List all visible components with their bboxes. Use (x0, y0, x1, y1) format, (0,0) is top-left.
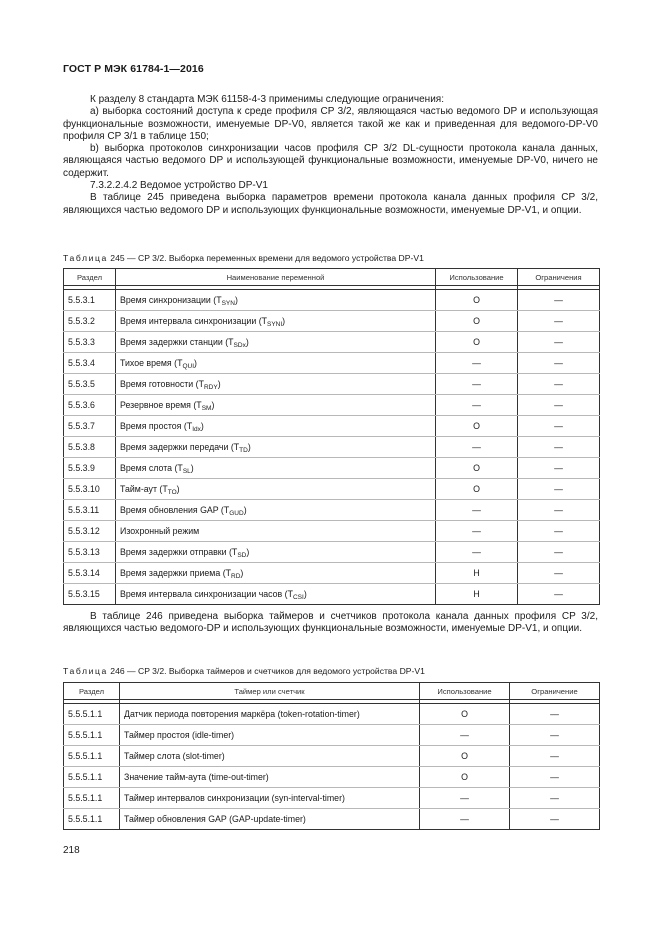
table-row (64, 290, 600, 311)
name-text: Время задержки отправки (T (120, 547, 238, 557)
section-number: 7.3.2.2.4.2 (90, 180, 138, 192)
name-text: Значение тайм-аута (time-out-timer) (124, 772, 269, 782)
name-text: Время интервала синхронизации (T (120, 316, 267, 326)
table-row (64, 725, 600, 746)
name-subscript: SYN (221, 300, 235, 307)
limit-cell: — (510, 809, 600, 830)
paragraph: В таблице 245 приведена выборка параметров времени протокола канала данных профиля CP 3/2, являющихся частью ведомого DP и использующих функциональные возможности, именуемые DP-V1, и опции. (63, 192, 598, 216)
name-subscript: GUD (229, 510, 244, 517)
usage-cell: — (436, 542, 518, 563)
table-row (64, 395, 600, 416)
limit-cell: — (518, 290, 600, 311)
table-246-caption (63, 666, 425, 676)
section-cell: 5.5.3.10 (64, 479, 116, 500)
name-close: ) (190, 463, 194, 473)
mid-text (63, 611, 598, 636)
name-subscript: SYNI (267, 321, 283, 328)
usage-cell: O (420, 767, 510, 788)
name-close: ) (194, 358, 197, 368)
usage-cell: O (436, 479, 518, 500)
name-close: ) (176, 484, 180, 494)
table-row (64, 437, 600, 458)
section-cell: 5.5.3.7 (64, 416, 116, 437)
name-cell (116, 374, 436, 395)
section-cell: 5.5.3.14 (64, 563, 116, 584)
name-cell (120, 725, 420, 746)
usage-cell: O (436, 332, 518, 353)
section-cell: 5.5.3.2 (64, 311, 116, 332)
paragraph: а) выборка состояний доступа к среде профиля CP 3/2, являющаяся частью ведомого DP и использующая функциональные возможности, именуемые DP-V0, является такой же как и приведенная для ведомого-DP-V0 профиля CP 3/1 в таблице 150; (63, 106, 598, 142)
limit-cell: — (518, 584, 600, 605)
name-text: Время синхронизации (T (120, 295, 222, 305)
limit-cell: — (510, 725, 600, 746)
name-close: ) (282, 316, 286, 326)
name-cell (120, 704, 420, 725)
name-text: Время задержки приема (T (120, 568, 231, 578)
section-cell: 5.5.5.1.1 (64, 809, 120, 830)
table-header-row (64, 269, 600, 286)
table-245 (63, 268, 600, 605)
limit-cell: — (518, 479, 600, 500)
limit-cell: — (518, 563, 600, 584)
name-subscript: SM (201, 405, 212, 412)
section-cell: 5.5.3.5 (64, 374, 116, 395)
name-close: ) (245, 337, 249, 347)
usage-cell: — (436, 437, 518, 458)
usage-cell: — (420, 788, 510, 809)
name-text: Датчик периода повторения маркёра (token-rotation-timer) (124, 709, 360, 719)
name-text: Время обновления GAP (T (120, 505, 230, 515)
limit-cell: — (518, 374, 600, 395)
name-cell (116, 332, 436, 353)
table-row (64, 311, 600, 332)
table-246 (63, 682, 600, 830)
section-cell: 5.5.5.1.1 (64, 767, 120, 788)
column-header: Таймер или счетчик (120, 683, 420, 700)
section-cell: 5.5.3.4 (64, 353, 116, 374)
limit-cell: — (518, 332, 600, 353)
paragraph: b) выборка протоколов синхронизации часов профиля CP 3/2 DL-сущности протокола канала данных, являющаяся частью ведомого DP и использующей функциональные возможности, именуемые DP-V0, ничего не содержит. (63, 143, 598, 179)
table-header-row (64, 683, 600, 700)
name-text: Время готовности (T (120, 379, 204, 389)
limit-cell: — (518, 500, 600, 521)
column-header: Ограничение (510, 683, 600, 700)
name-subscript: RDY (203, 384, 218, 391)
name-subscript: SDx (233, 342, 246, 349)
name-cell (116, 437, 436, 458)
limit-cell: — (518, 353, 600, 374)
usage-cell: O (436, 416, 518, 437)
table-row (64, 479, 600, 500)
name-text: Время задержки станции (T (120, 337, 234, 347)
table-row (64, 563, 600, 584)
name-close: ) (247, 442, 251, 452)
section-cell: 5.5.3.12 (64, 521, 116, 542)
name-text: Время задержки передачи (T (120, 442, 240, 452)
page-number: 218 (63, 845, 80, 856)
name-close: ) (303, 589, 307, 599)
name-close: ) (200, 421, 204, 431)
section-cell: 5.5.3.3 (64, 332, 116, 353)
name-cell (116, 290, 436, 311)
section-title: Ведомое устройство DP-V1 (140, 180, 268, 192)
name-cell (116, 584, 436, 605)
name-subscript: SL (182, 468, 191, 475)
limit-cell: — (518, 416, 600, 437)
table-row (64, 458, 600, 479)
usage-cell: O (436, 290, 518, 311)
caption-text: 245 — CP 3/2. Выборка переменных времени для ведомого устройства DP-V1 (107, 253, 424, 263)
section-cell: 5.5.3.1 (64, 290, 116, 311)
column-header: Наименование переменной (116, 269, 436, 286)
intro-text (63, 94, 598, 217)
column-header: Использование (436, 269, 518, 286)
limit-cell: — (518, 521, 600, 542)
usage-cell: — (436, 500, 518, 521)
name-subscript: RD (231, 573, 241, 580)
table-row (64, 332, 600, 353)
name-text: Таймер обновления GAP (GAP-update-timer) (124, 814, 306, 824)
usage-cell: — (436, 353, 518, 374)
limit-cell: — (518, 542, 600, 563)
usage-cell: O (436, 311, 518, 332)
limit-cell: — (518, 395, 600, 416)
limit-cell: — (518, 437, 600, 458)
table-row (64, 500, 600, 521)
usage-cell: — (436, 395, 518, 416)
caption-label: Таблица (63, 666, 108, 676)
table-245-caption (63, 253, 424, 263)
name-text: Тайм-аут (T (120, 484, 168, 494)
limit-cell: — (510, 746, 600, 767)
name-cell (116, 479, 436, 500)
section-cell: 5.5.5.1.1 (64, 704, 120, 725)
table-row (64, 542, 600, 563)
table-row (64, 704, 600, 725)
name-close: ) (240, 568, 244, 578)
table-row (64, 767, 600, 788)
limit-cell: — (510, 788, 600, 809)
name-cell (120, 767, 420, 788)
table-row (64, 353, 600, 374)
table-row (64, 788, 600, 809)
section-cell: 5.5.5.1.1 (64, 788, 120, 809)
name-cell (116, 563, 436, 584)
limit-cell: — (518, 311, 600, 332)
table-row (64, 521, 600, 542)
table-row (64, 374, 600, 395)
name-text: Таймер простоя (idle-timer) (124, 730, 235, 740)
section-cell: 5.5.3.13 (64, 542, 116, 563)
table-row (64, 809, 600, 830)
name-text: Тихое время (T (120, 358, 183, 368)
name-cell (120, 809, 420, 830)
name-text: Время простоя (T (120, 421, 193, 431)
name-cell (116, 542, 436, 563)
name-close: ) (211, 400, 215, 410)
limit-cell: — (510, 704, 600, 725)
name-text: Изохронный режим (120, 526, 200, 536)
usage-cell: Н (436, 584, 518, 605)
column-header: Раздел (64, 683, 120, 700)
section-cell: 5.5.3.8 (64, 437, 116, 458)
name-text: Таймер интервалов синхронизации (syn-interval-timer) (124, 793, 345, 803)
name-cell (120, 746, 420, 767)
name-cell (120, 788, 420, 809)
name-subscript: SD (237, 552, 247, 559)
name-close: ) (246, 547, 250, 557)
name-subscript: QUI (182, 363, 195, 370)
limit-cell: — (518, 458, 600, 479)
name-subscript: CSI (292, 594, 304, 601)
column-header: Раздел (64, 269, 116, 286)
table-row (64, 746, 600, 767)
usage-cell: Н (436, 563, 518, 584)
section-cell: 5.5.5.1.1 (64, 725, 120, 746)
usage-cell: — (420, 809, 510, 830)
name-cell (116, 458, 436, 479)
section-cell: 5.5.5.1.1 (64, 746, 120, 767)
name-text: Таймер слота (slot-timer) (124, 751, 225, 761)
section-cell: 5.5.3.15 (64, 584, 116, 605)
usage-cell: — (436, 374, 518, 395)
column-header: Ограничения (518, 269, 600, 286)
name-cell (116, 395, 436, 416)
column-header: Использование (420, 683, 510, 700)
name-cell (116, 416, 436, 437)
name-cell (116, 500, 436, 521)
caption-label: Таблица (63, 253, 108, 263)
limit-cell: — (510, 767, 600, 788)
usage-cell: — (436, 521, 518, 542)
name-cell (116, 521, 436, 542)
table-row (64, 416, 600, 437)
table-row (64, 584, 600, 605)
section-cell: 5.5.3.11 (64, 500, 116, 521)
paragraph: К разделу 8 стандарта МЭК 61158-4-3 применимы следующие ограничения: (90, 94, 444, 105)
section-cell: 5.5.3.9 (64, 458, 116, 479)
document-header: ГОСТ Р МЭК 61784-1—2016 (63, 63, 204, 75)
name-text: Время слота (T (120, 463, 183, 473)
usage-cell: — (420, 725, 510, 746)
name-subscript: TD (239, 447, 248, 454)
section-cell: 5.5.3.6 (64, 395, 116, 416)
name-text: Время интервала синхронизации часов (T (120, 589, 293, 599)
name-close: ) (217, 379, 221, 389)
usage-cell: O (420, 704, 510, 725)
usage-cell: O (436, 458, 518, 479)
section-heading (63, 180, 598, 192)
name-cell (116, 311, 436, 332)
usage-cell: O (420, 746, 510, 767)
paragraph: В таблице 246 приведена выборка таймеров и счетчиков протокола канала данных профиля CP 3/2, являющихся частью ведомого-DP и использующих функциональные возможности, именуемые DP-V1, и опции. (63, 611, 598, 635)
name-subscript: TO (167, 489, 177, 496)
name-cell (116, 353, 436, 374)
name-close: ) (234, 295, 238, 305)
name-subscript: Idx (192, 426, 201, 433)
caption-text: 246 — CP 3/2. Выборка таймеров и счетчиков для ведомого устройства DP-V1 (107, 666, 425, 676)
name-close: ) (243, 505, 247, 515)
name-text: Резервное время (T (120, 400, 202, 410)
